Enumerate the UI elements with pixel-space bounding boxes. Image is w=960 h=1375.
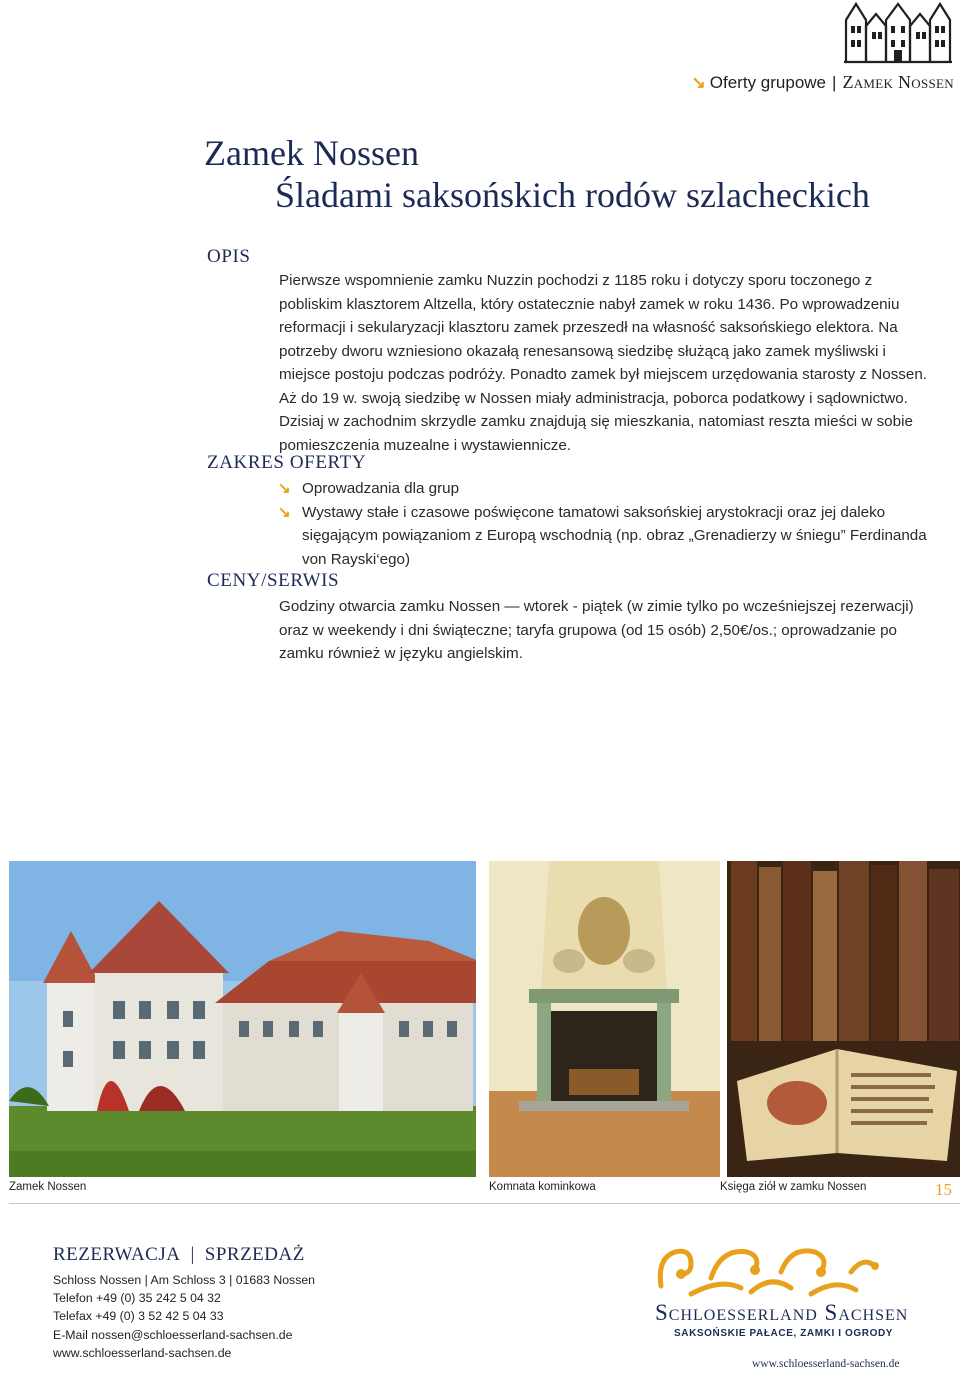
email-label: E-Mail [53,1327,88,1342]
list-item [278,477,938,501]
reservation-heading [53,1244,305,1266]
opis-paragraph: Pierwsze wspomnienie zamku Nuzzin pochodzi z 1185 roku i dotyczy sporu toczonego z pobliskim klasztorem Altzella, który ostatecznie nabył zamek w roku 1436. Po wprowadzeniu reformacji i sekularyzacji klasztoru zamek przeszedł na własność saksońskiego elektora. Na potrzeby dworu wzniesiono okazałą renesansową siedzibę służącą jako zamek myśliwski i miejsce postoju podczas podróży. Ponadto zamek był miejscem urzędowania starosty z Nossen. Aż do 19 w. swoją siedzibę w Nossen miały administracja, poborca podatkowy i sądownictwo. Dzisiaj w zachodnim skrzydle zamku znajdują się mieszkania, natomiast reszta mieści w sobie pomieszczenia muzealne i wystawiennicze. [279,272,928,454]
castle-photo [9,861,476,1177]
contact-fax-row [53,1307,315,1325]
list-item-text: Wystawy stałe i czasowe poświęcone tamatowi saksońskiej arystokracji oraz jej daleko sięgającym powiązaniom z Europą wschodnią (np. obraz „Grenadierzy w śniegu” Ferdinanda von Rayski‘ego) [302,503,927,568]
arrow-bullet-icon: ↘ [278,480,291,497]
photo-caption: Zamek Nossen [9,1181,87,1193]
nav-place: Zamek Nossen [842,72,954,92]
email-link[interactable]: nossen@schloesserland-sachsen.de [91,1327,293,1342]
fax-number: +49 (0) 3 52 42 5 04 33 [95,1309,224,1324]
list-item [278,501,938,572]
herbal-book-photo [727,861,960,1177]
page-number: 15 [935,1180,952,1199]
brand-url[interactable]: www.schloesserland-sachsen.de [752,1358,900,1370]
section-heading-zakres: ZAKRES OFERTY [207,452,367,473]
castle-logo-icon [842,0,954,64]
photo-caption: Księga ziół w zamku Nossen [720,1181,867,1193]
phone-label: Telefon [53,1291,93,1306]
reservation-heading-b: SPRZEDAŻ [204,1244,305,1265]
brand-name: Schloesserland Sachsen [655,1300,909,1325]
ceny-paragraph: Godziny otwarcia zamku Nossen — wtorek - piątek (w zimie tylko po wcześniejszej rezerwacji) oraz w weekendy i dni świąteczne; taryfa grupowa (od 15 osób) 2,50€/os.; oprowadzanie po zamku również w języku angielskim. [279,598,914,662]
page-title: Zamek Nossen [204,133,419,173]
contact-phone-row [53,1289,315,1307]
zakres-list [278,477,938,571]
phone-number[interactable]: +49 (0) 35 242 5 04 32 [96,1291,221,1306]
reservation-heading-a: REZERWACJA [53,1244,181,1265]
brand-subtitle: SAKSOŃSKIE PAŁACE, ZAMKI I OGRODY [674,1328,894,1339]
section-heading-ceny: CENY/SERWIS [207,570,340,591]
ornament-logo-icon [651,1238,881,1300]
list-item-text: Oprowadzania dla grup [302,480,460,497]
photo-caption: Komnata kominkowa [489,1181,596,1193]
fireplace-photo [489,861,720,1177]
contact-email-row [53,1326,315,1344]
header-breadcrumb [692,72,954,93]
arrow-bullet-icon: ↘ [278,503,291,521]
website-link[interactable]: www.schloesserland-sachsen.de [53,1345,232,1360]
divider [9,1203,960,1204]
page-subtitle: Śladami saksońskich rodów szlacheckich [275,175,870,215]
nav-separator: | [832,72,837,92]
arrow-icon: ↘ [691,72,706,92]
section-heading-opis: OPIS [207,246,251,267]
contact-address: Schloss Nossen | Am Schloss 3 | 01683 Nossen [53,1273,316,1287]
nav-section: Oferty grupowe [709,72,827,92]
heading-separator: | [190,1244,195,1265]
contact-block [53,1271,315,1362]
fax-label: Telefax [53,1309,92,1324]
